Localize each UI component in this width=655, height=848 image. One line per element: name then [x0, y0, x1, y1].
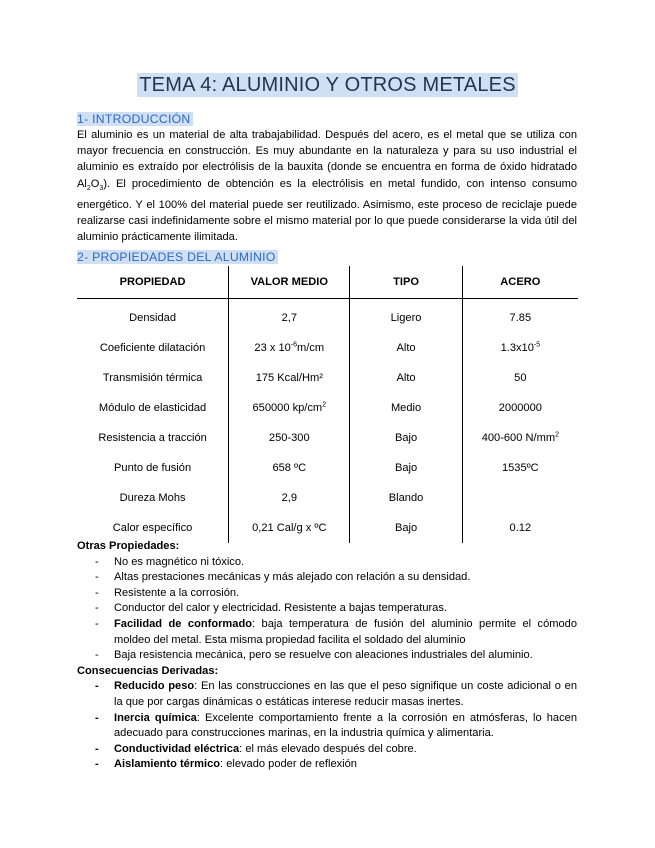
list-item: - Conductor del calor y electricidad. Resistente a bajas temperaturas.: [95, 602, 447, 615]
table-cell: [462, 483, 578, 513]
list-item: - Reducido peso: En las construcciones en las que el peso signifique un coste adicional o en la que por cargas dinámicas o estáticas interese reducir masas inertes.: [95, 680, 577, 708]
column-header: VALOR MEDIO: [229, 266, 350, 299]
table-cell: Ligero: [350, 299, 462, 334]
table-cell: 2000000: [462, 393, 578, 423]
otras-propiedades-list: [77, 555, 577, 664]
table-cell: 2,9: [229, 483, 350, 513]
table-cell: Resistencia a tracción: [98, 432, 207, 444]
table-row: [77, 483, 578, 513]
table-cell: 0,21 Cal/g x ºC: [229, 513, 350, 543]
table-cell: Bajo: [350, 513, 462, 543]
section-heading-propiedades: 2- PROPIEDADES DEL ALUMINIO: [77, 250, 276, 264]
table-cell: 658 ºC: [229, 453, 350, 483]
table-cell: 1535ºC: [462, 453, 578, 483]
table-cell: Transmisión térmica: [102, 372, 203, 384]
table-cell: Módulo de elasticidad: [98, 402, 207, 414]
table-row: [77, 299, 578, 334]
table-cell: 650000 $kp/cm^2$: [229, 393, 350, 423]
properties-table: [77, 266, 578, 543]
table-cell: Bajo: [350, 423, 462, 453]
table-cell: Alto: [350, 363, 462, 393]
table-row: [77, 363, 578, 393]
properties-lists: [77, 539, 577, 773]
list-item: - Resistente a la corrosión.: [95, 586, 240, 599]
table-row: [77, 423, 578, 453]
table-cell: 0.12: [462, 513, 578, 543]
table-cell: 23 x $10^{-6}m/cm$: [229, 333, 350, 363]
column-header: ACERO: [462, 266, 578, 299]
section-heading-introduccion: 1- INTRODUCCIÓN: [77, 112, 191, 126]
page-title-text: TEMA 4: ALUMINIO Y OTROS METALES: [139, 74, 516, 96]
list-item: - Inercia química: Excelente comportamiento frente a la corrosión en atmósferas, lo hacen adecuado para construcciones marinas, en la industria química y alimentaria.: [95, 711, 577, 740]
consecuencias-heading: Consecuencias Derivadas:: [77, 664, 219, 677]
list-item: - Altas prestaciones mecánicas y más alejado con relación a su densidad.: [95, 571, 471, 584]
table-cell: Alto: [350, 333, 462, 363]
table-cell: Medio: [350, 393, 462, 423]
table-cell: 50: [462, 363, 578, 393]
table-cell: 250-300: [229, 423, 350, 453]
consecuencias-list: [77, 679, 577, 773]
otras-propiedades-heading: Otras Propiedades:: [77, 540, 180, 552]
list-item: - Baja resistencia mecánica, pero se resuelve con aleaciones industriales del aluminio.: [95, 649, 533, 662]
table-cell: 2,7: [229, 299, 350, 334]
table-cell: Bajo: [350, 453, 462, 483]
page-title: [0, 74, 655, 97]
list-item: - Aislamiento térmico: elevado poder de reflexión: [95, 758, 357, 771]
table-cell: $1.3x10^{-5}$: [462, 333, 578, 363]
table-cell: Blando: [350, 483, 462, 513]
table-cell: Punto de fusión: [114, 462, 192, 474]
intro-paragraph: El aluminio es un material de alta trabajabilidad. Después del acero, es el metal que se utiliza con mayor frecuencia en construcción. Es muy abundante en la naturaleza y para su uso industrial el aluminio es extraído por electrólisis de la bauxita (donde se encuentra en forma de óxido hidratado $Al_2O_3$). El procedimiento de obtención es la electrólisis en metal fundido, con intenso consumo energético. Y el 100% del material puede ser reutilizado. Asimismo, este proceso de reciclaje puede realizarse casi indefinidamente sobre el mismo material por lo que puede considerarse la vida útil del aluminio prácticamente ilimitada.: [77, 129, 577, 244]
table-row: [77, 393, 578, 423]
table-cell: 400-600 $N/mm^2$: [462, 423, 578, 453]
table-cell: 175 Kcal/Hm²: [229, 363, 350, 393]
column-header: TIPO: [350, 266, 462, 299]
table-row: [77, 453, 578, 483]
table-cell: Dureza Mohs: [119, 492, 186, 504]
list-item: - Facilidad de conformado: baja temperatura de fusión del aluminio permite el cómodo moldeo del metal. Esta misma propiedad facilita el soldado del aluminio: [95, 617, 578, 646]
table-cell: 7.85: [462, 299, 578, 334]
table-cell: Coeficiente dilatación: [99, 342, 206, 354]
table-header-row: [77, 266, 578, 299]
table-row: [77, 333, 578, 363]
column-header: PROPIEDAD: [77, 266, 229, 299]
list-item: - No es magnético ni tóxico.: [95, 555, 245, 568]
table-cell: Calor específico: [112, 522, 193, 534]
list-item: - Conductividad eléctrica: el más elevado después del cobre.: [95, 742, 417, 755]
table-cell: Densidad: [129, 312, 177, 324]
